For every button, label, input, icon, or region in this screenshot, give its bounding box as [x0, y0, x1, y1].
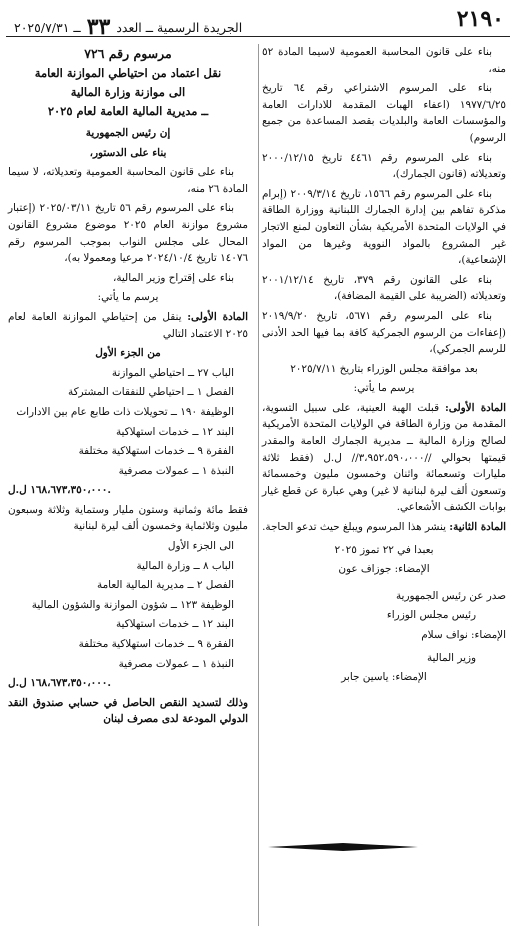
paragraph: بناء على المرسوم رقم ١٥٦٦، تاريخ ٢٠٠٩/٣/١٤ (إبرام مذكرة تفاهم بين إدارة الجمارك اللبنانية ووزارة الطاقة في الولايات المتحدة الأمريكية بشأن التعاون لمنع الاتجار غير المشروع بالمواد النووية وغيرها من المواد الإشعاعية)،	[262, 187, 506, 267]
article-text: ينشر هذا المرسوم ويبلغ حيث تدعو الحاجة.	[262, 521, 446, 534]
budget-line: الباب ٨ ــ وزارة المالية	[136, 559, 234, 572]
decree-formula: يرسم ما يأتي:	[353, 382, 415, 395]
budget-line: البند ١٢ ــ خدمات استهلاكية	[115, 618, 234, 631]
signature-finance: الإمضاء: ياسين جابر	[341, 671, 427, 684]
finance-minister-title: وزير المالية	[426, 651, 476, 664]
paragraph: بناء على القانون رقم ٣٧٩، تاريخ ٢٠٠١/١٢/١٤ وتعديلاته (الضريبة على القيمة المضافة)،	[262, 273, 506, 303]
pm-title: رئيس مجلس الوزراء	[386, 609, 476, 622]
paragraph: بناء على قانون المحاسبة العمومية وتعديلاته، لا سيما المادة ٢٦ منه،	[8, 166, 248, 195]
page-number: ٢١٩٠	[456, 6, 504, 32]
budget-line: الفصل ٢ ــ مديرية المالية العامة	[97, 579, 234, 592]
paragraph: بناء على إقتراح وزير المالية،	[112, 271, 234, 284]
budget-line: الوظيفة ١٢٣ ــ شؤون الموازنة والشؤون المالية	[31, 598, 234, 611]
place-date: بعبدا في ٢٢ تموز ٢٠٢٥	[334, 543, 434, 556]
budget-line: الفقرة ٩ ــ خدمات استهلاكية مختلفة	[78, 445, 234, 458]
paragraph: بناء على المرسوم رقم ٥٦ تاريخ ٢٠٢٥/٠٣/١١ (إعتبار مشروع موازنة العام ٢٠٢٥ موضوع مشروع القانون المحال على مجلس النواب بموجب المرسوم رقم ١٤٠٧٦ تاريخ ٢٠٢٤/١٠/٤ مرعيا ومعمولا به)،	[8, 202, 248, 265]
amount-in-words: فقط مائة وثمانية وستون مليار وستماية وثلاثة وسبعون مليون وثلاثماية وخمسون ألف ليرة لبنانية	[8, 503, 248, 533]
paragraph: بناء على المرسوم رقم ٥٦٧١، تاريخ ٢٠١٩/٩/٢٠ (إعفاءات من الرسوم الجمركية كافة بما فيها الحد الأدنى للرسم الجمركي)،	[262, 309, 506, 356]
from-part-heading: من الجزء الأول	[95, 347, 161, 360]
left-column	[8, 44, 248, 926]
budget-line: الفصل ١ ــ احتياطي للنفقات المشتركة	[68, 386, 234, 399]
article-1	[262, 400, 506, 516]
president-heading: إن رئيس الجمهورية	[85, 127, 171, 139]
end-ornament	[268, 842, 418, 852]
issue-prefix: الجريدة الرسمية ــ العدد	[116, 20, 243, 35]
constitution-line: بناء على الدستور،	[89, 146, 167, 159]
signature-pm: الإمضاء: نواف سلام	[421, 629, 506, 641]
paragraph: بناء على المرسوم رقم ٤٤٦١ تاريخ ٢٠٠٠/١٢/١٥ وتعديلاته (قانون الجمارك)،	[262, 151, 506, 181]
budget-line: البند ١٢ ــ خدمات استهلاكية	[115, 425, 234, 438]
issued-by: صدر عن رئيس الجمهورية	[395, 589, 506, 602]
decree-title: نقل اعتماد من احتياطي الموازنة العامة	[34, 66, 222, 80]
paragraph: بناء على قانون المحاسبة العمومية لاسيما المادة ٥٢ منه،	[262, 46, 506, 75]
article-label: المادة الأولى:	[187, 310, 248, 323]
paragraph: بناء على المرسوم الاشتراعي رقم ٦٤ تاريخ ١٩٧٧/٦/٢٥ (اعفاء الهبات المقدمة للادارات العامة والمؤسسات العامة والبلديات بقصد المساعدة من جميع الرسوم)	[262, 82, 506, 144]
budget-line: الباب ٢٧ ــ احتياطي الموازنة	[111, 366, 234, 379]
column-divider	[258, 44, 259, 926]
approval-line: بعد موافقة مجلس الوزراء بتاريخ ٢٠٢٥/٧/١١	[290, 362, 478, 375]
budget-line: النبذة ١ ــ عمولات مصرفية	[118, 464, 234, 477]
decree-title: الى موازنة وزارة المالية	[70, 85, 186, 99]
issue-date: ــ ٢٠٢٥/٧/٣١	[14, 20, 81, 35]
decree-number: مرسوم رقم ٧٢٦	[84, 46, 172, 61]
page-header	[6, 6, 510, 40]
article-1	[8, 309, 248, 342]
gazette-issue-title	[14, 12, 242, 38]
budget-line: الوظيفة ١٩٠ ــ تحويلات ذات طابع عام بين الادارات	[16, 405, 234, 418]
decree-formula: يرسم ما يأتي:	[97, 291, 159, 304]
budget-line: الفقرة ٩ ــ خدمات استهلاكية مختلفة	[78, 638, 234, 651]
issue-number: ٣٣	[86, 14, 111, 40]
article-text: ينقل من إحتياطي الموازنة العامة لعام ٢٠٢٥ الاعتماد التالي	[8, 310, 248, 340]
amount: ١٦٨،٦٧٣،٣٥٠،٠٠٠ ل.ل.	[8, 677, 112, 690]
to-part-heading: الى الجزء الأول	[167, 540, 234, 553]
amount: ١٦٨،٦٧٣،٣٥٠،٠٠٠ ل.ل.	[8, 484, 112, 497]
article-label: المادة الثانية:	[449, 521, 506, 534]
signature-president: الإمضاء: جوزاف عون	[338, 563, 430, 576]
closing-statement: وذلك لتسديد النقص الحاصل في حسابي صندوق النقد الدولي المودعة لدى مصرف لبنان	[8, 696, 248, 726]
decree-title: ــ مديرية المالية العامة لعام ٢٠٢٥	[47, 104, 209, 118]
right-column	[262, 44, 506, 926]
article-2	[262, 519, 506, 536]
article-label: المادة الأولى:	[444, 401, 506, 414]
budget-line: النبذة ١ ــ عمولات مصرفية	[118, 657, 234, 670]
article-text: قبلت الهبة العينية، على سبيل التسوية، المقدمة من وزارة الطاقة في الولايات المتحدة الأمريكية لصالح وزارة المالية ــ مديرية الجمارك العامة والمقدر قيمتها بحوالي //٣،٩٥٢،٥٩٠،٠٠٠// ل.ل (فقط ثلاثة مليارات وتسعمائة واثنان وخمسون مليون وخمسمائة وتسعون ألف ليرة لبنانية لا غير) وهي عبارة عن قطع غيار بوابات الكشف الأشعاعي.	[262, 401, 506, 514]
